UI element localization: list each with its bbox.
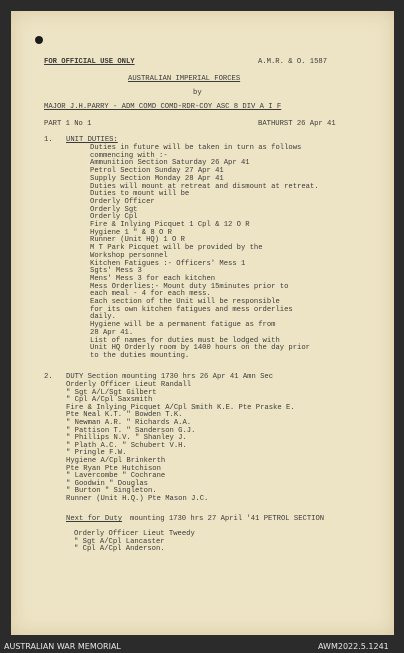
- next-duty-label: Next for Duty: [66, 515, 123, 523]
- next-duty-text: mounting 1730 hrs 27 April '41 PETROL SECTION: [130, 515, 325, 523]
- text-line: " Phillips N.V. " Shanley J.: [66, 434, 187, 443]
- text-line: " Sgt A/Cpl Lancaster: [74, 537, 165, 546]
- text-line: Pte Ryan Pte Hutchison: [66, 464, 161, 473]
- text-line: Fire & Inlying Picquet 1 Cpl & 12 O R: [90, 221, 250, 229]
- text-line: Pte Neal K.T. " Bowden T.K.: [66, 411, 183, 420]
- text-line: Supply Section Monday 28 Apr 41: [90, 174, 224, 183]
- archive-footer: [0, 641, 404, 653]
- text-line: Runner (Unit H.Q.) Pte Mason J.C.: [66, 495, 209, 503]
- text-line: Orderly Officer Lieut Randall: [66, 381, 192, 389]
- text-line: to the duties mounting.: [90, 351, 190, 360]
- punch-hole: [35, 36, 43, 44]
- text-line: Mess Orderlies:- Mount duty 15minutes prior to: [90, 282, 289, 291]
- text-line: Orderly Cpl: [90, 213, 138, 222]
- section-number: 2.: [44, 373, 53, 381]
- text-line: Orderly Sgt: [90, 205, 138, 214]
- text-line: " Plath A.C. " Schubert V.H.: [66, 441, 187, 450]
- footer-accession: AWM2022.5.1241: [318, 642, 389, 651]
- text-line: " Sgt A/L/Sgt Gilbert: [66, 388, 157, 397]
- text-line: " Newman A.R. " Richards A.A.: [66, 419, 192, 427]
- place-date: BATHURST 26 Apr 41: [258, 120, 336, 128]
- text-line: for its own kitchen fatigues and mess orderlies: [90, 305, 293, 314]
- text-line: Orderly Officer: [90, 197, 155, 206]
- text-line: " Cpl A/Cpl Anderson.: [74, 545, 165, 554]
- text-line: " Pringle F.W.: [66, 449, 127, 458]
- text-line: Duties to mount will be: [90, 190, 190, 199]
- text-line: " Burton " Singleton.: [66, 487, 157, 496]
- text-line: " Goodwin " Douglas: [66, 479, 148, 488]
- text-line: Hygiene 1 " & 8 O R: [90, 228, 172, 237]
- text-line: Each section of the Unit will be responsible: [90, 298, 280, 306]
- text-line: Workshop personnel: [90, 251, 168, 260]
- text-line: Duties will mount at retreat and dismount at retreat.: [90, 182, 319, 191]
- part-number: PART 1 No 1: [44, 120, 92, 128]
- text-line: Sgts' Mess 3: [90, 267, 142, 276]
- text-line: " Cpl A/Cpl Saxsmith: [66, 396, 153, 405]
- classification-label: FOR OFFICIAL USE ONLY: [44, 58, 135, 66]
- section-heading: UNIT DUTIES:: [66, 136, 118, 144]
- text-line: 28 Apr 41.: [90, 328, 134, 337]
- text-line: daily.: [90, 313, 116, 322]
- section-number: 1.: [44, 136, 53, 144]
- text-line: Runner (Unit HQ) 1 O R: [90, 236, 185, 245]
- text-line: commencing with :-: [90, 151, 168, 160]
- text-line: Ammunition Section Saturday 26 Apr 41: [90, 159, 250, 168]
- text-line: " Pattison T. " Sanderson G.J.: [66, 426, 196, 435]
- text-line: Orderly Officer Lieut Tweedy: [74, 530, 195, 538]
- text-line: Unit HQ Orderly room by 1400 hours on the day prior: [90, 344, 310, 353]
- text-line: M T Park Picquet will be provided by the: [90, 244, 263, 253]
- section-heading: DUTY Section mounting 1730 hrs 26 Apr 41 Amn Sec: [66, 373, 274, 381]
- text-line: each meal - 4 for each mess.: [90, 290, 211, 299]
- footer-institution: AUSTRALIAN WAR MEMORIAL: [4, 642, 121, 651]
- reference-number: A.M.R. & O. 1587: [258, 58, 328, 66]
- document-title: AUSTRALIAN IMPERIAL FORCES: [128, 75, 241, 83]
- issuer-line: MAJOR J.H.PARRY - ADM COMD COMD-RDR-COY ASC 8 DIV A I F: [44, 103, 282, 111]
- text-line: " Lavercombe " Cochrane: [66, 472, 166, 481]
- text-line: Duties in future will be taken in turn as follows: [90, 144, 302, 152]
- by-label: by: [193, 89, 202, 97]
- text-line: Hygiene will be a permanent fatigue as from: [90, 321, 276, 330]
- text-line: Kitchen Fatigues :- Officers' Mess 1: [90, 259, 246, 268]
- text-line: Fire & Inlying Picquet A/Cpl Smith K.E. Pte Praske E.: [66, 403, 295, 412]
- text-line: Mens' Mess 3 for each kitchen: [90, 274, 216, 283]
- text-line: Hygiene A/Cpl Brinkerth: [66, 457, 166, 465]
- text-line: Petrol Section Sunday 27 Apr 41: [90, 167, 224, 176]
- text-line: List of names for duties must be lodged with: [90, 336, 280, 345]
